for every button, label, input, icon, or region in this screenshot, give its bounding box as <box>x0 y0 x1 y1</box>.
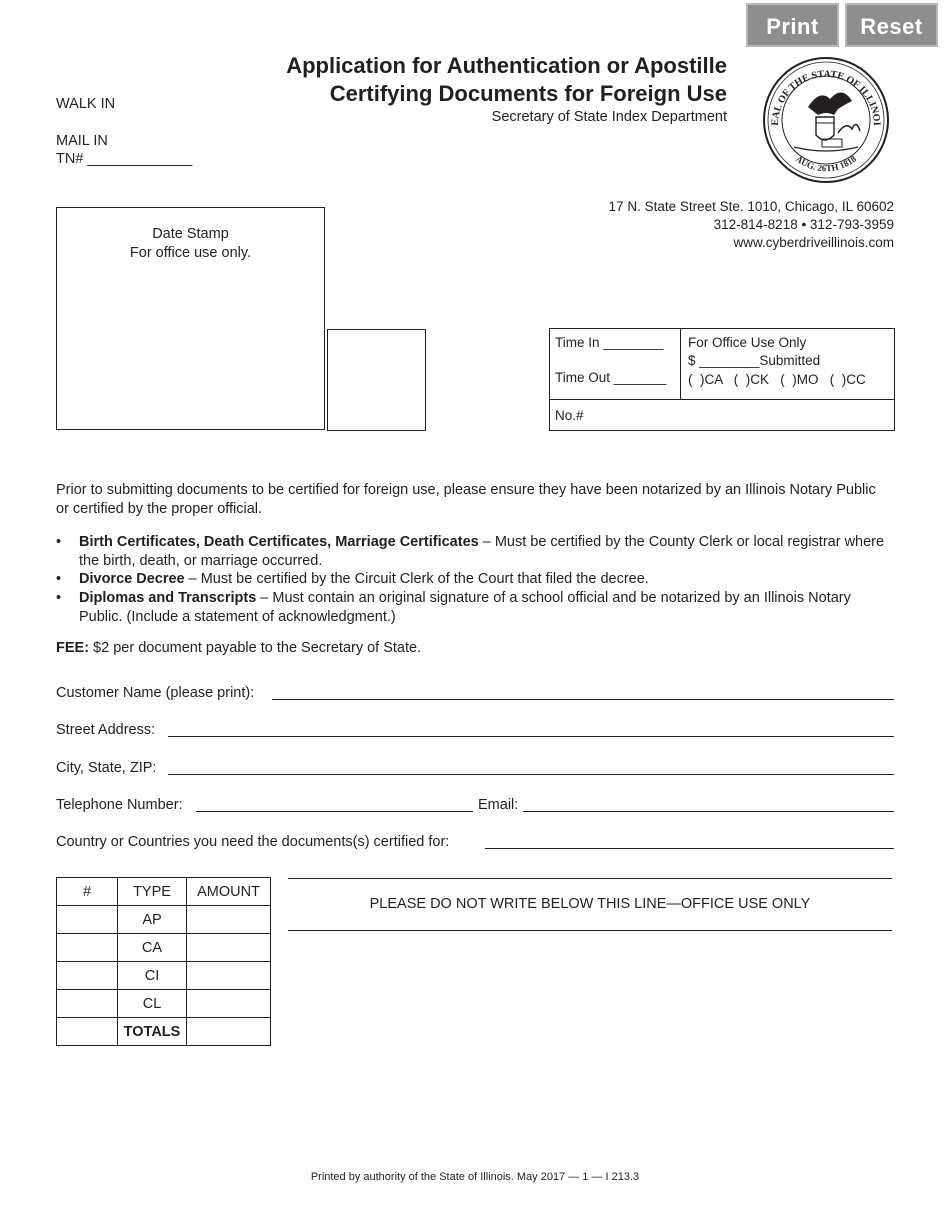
walk-in-label: WALK IN <box>56 96 116 112</box>
department-name: Secretary of State Index Department <box>491 109 727 125</box>
payment-type-options[interactable]: ( )CA ( )CK ( )MO ( )CC <box>688 372 866 387</box>
tn-field[interactable]: TN# _____________ <box>56 151 193 167</box>
date-stamp-label: Date Stamp <box>152 226 229 242</box>
count-cell[interactable] <box>57 1018 118 1046</box>
footer-note: Printed by authority of the State of Illinois. May 2017 — 1 — I 213.3 <box>310 1171 640 1183</box>
col-number: # <box>57 878 118 906</box>
fee-table-header <box>57 878 271 906</box>
svg-text:AUG. 26TH 1818: AUG. 26TH 1818 <box>793 153 859 174</box>
form-title-line1: Application for Authentication or Apostille <box>286 53 727 78</box>
countries-input[interactable] <box>485 848 894 849</box>
fee-note: FEE: $2 per document payable to the Secretary of State. <box>56 640 422 656</box>
email-label: Email: <box>478 797 519 813</box>
telephone-input[interactable] <box>196 811 473 812</box>
type-cell: CA <box>118 934 187 962</box>
countries-label: Country or Countries you need the documents(s) certified for: <box>56 834 450 850</box>
street-address-label: Street Address: <box>56 722 156 738</box>
office-use-only-label: For Office Use Only <box>688 335 807 350</box>
svg-text:SEAL OF THE STATE OF ILLINOIS: EAL OF THE STATE OF ILLINOI <box>769 68 883 126</box>
submitted-amount-field[interactable]: $ ________Submitted <box>688 353 821 368</box>
form-title-line2: Certifying Documents for Foreign Use <box>329 81 727 106</box>
table-row <box>57 906 271 934</box>
totals-label: TOTALS <box>118 1018 187 1046</box>
amount-cell[interactable] <box>187 934 271 962</box>
office-website: www.cyberdriveillinois.com <box>733 235 894 250</box>
office-address: 17 N. State Street Ste. 1010, Chicago, IL 60602 <box>608 199 894 214</box>
bullet-vital-records: • Birth Certificates, Death Certificates, Marriage Certificates – Must be certified by the County Clerk or local registrar where the birth, death, or marriage occurred. <box>56 534 885 569</box>
type-cell: AP <box>118 906 187 934</box>
count-cell[interactable] <box>57 906 118 934</box>
amount-cell[interactable] <box>187 990 271 1018</box>
table-row <box>57 962 271 990</box>
count-cell[interactable] <box>57 962 118 990</box>
amount-cell[interactable] <box>187 906 271 934</box>
bullet-divorce-decree: • Divorce Decree – Must be certified by the Circuit Clerk of the Court that filed the decree. <box>56 571 649 587</box>
office-phones: 312-814-8218 • 312-793-3959 <box>713 217 894 232</box>
office-notice-top-rule <box>288 878 892 879</box>
customer-name-label: Customer Name (please print): <box>56 685 255 701</box>
reset-button[interactable]: Reset <box>845 3 938 47</box>
city-state-zip-label: City, State, ZIP: <box>56 760 157 776</box>
col-amount: AMOUNT <box>187 878 271 906</box>
email-input[interactable] <box>523 811 894 812</box>
mail-in-label: MAIL IN <box>56 133 108 149</box>
type-cell: CI <box>118 962 187 990</box>
customer-name-input[interactable] <box>272 699 894 700</box>
amount-cell[interactable] <box>187 962 271 990</box>
telephone-label: Telephone Number: <box>56 797 183 813</box>
totals-row <box>57 1018 271 1046</box>
table-row <box>57 990 271 1018</box>
count-cell[interactable] <box>57 934 118 962</box>
office-use-label: For office use only. <box>129 245 252 261</box>
col-type: TYPE <box>118 878 187 906</box>
city-state-zip-input[interactable] <box>168 774 894 775</box>
time-out-field[interactable]: Time Out _______ <box>555 370 667 385</box>
office-use-notice: PLEASE DO NOT WRITE BELOW THIS LINE—OFFICE USE ONLY <box>369 896 811 912</box>
contact-block <box>609 198 894 252</box>
fee-table <box>56 877 271 1046</box>
time-in-field[interactable]: Time In ________ <box>555 335 664 350</box>
number-field[interactable]: No.# <box>555 408 584 423</box>
date-stamp-box <box>56 207 325 430</box>
instructions-intro: Prior to submitting documents to be certified for foreign use, please ensure they have been notarized by an Illinois Notary Public or certified by the proper official. <box>56 482 876 517</box>
type-cell: CL <box>118 990 187 1018</box>
count-cell[interactable] <box>57 990 118 1018</box>
table-row <box>57 934 271 962</box>
total-amount-cell[interactable] <box>187 1018 271 1046</box>
street-address-input[interactable] <box>168 736 894 737</box>
bullet-diplomas: • Diplomas and Transcripts – Must contain an original signature of a school official and be notarized by an Illinois Notary Public. (Include a statement of acknowledgment.) <box>56 590 851 625</box>
office-notice-bottom-rule <box>288 930 892 931</box>
state-seal-image <box>760 55 892 185</box>
small-stamp-box <box>327 329 426 431</box>
print-button[interactable]: Print <box>746 3 839 47</box>
